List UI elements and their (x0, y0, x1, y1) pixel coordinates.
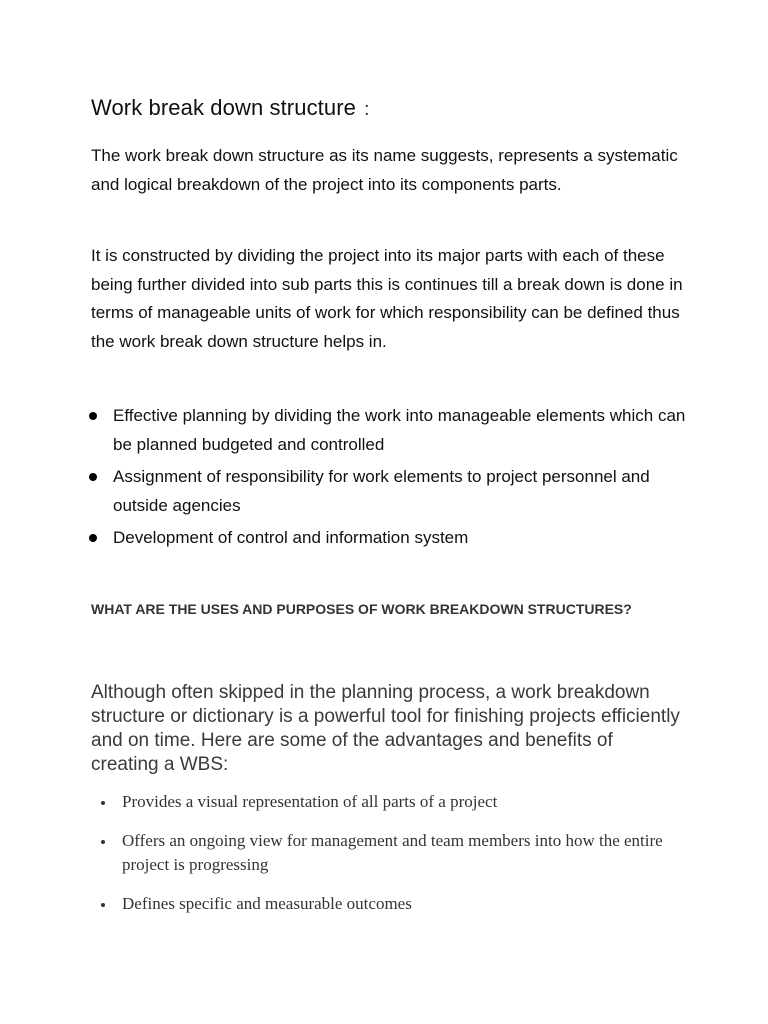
construction-paragraph: It is constructed by dividing the project into its major parts with each of these being further divided into sub parts this is continues till a break down is done in terms of manageable units of work for which responsibility can be defined thus the work break down structure helps in. (91, 246, 683, 351)
page-title (91, 95, 369, 121)
list-item-text: Defines specific and measurable outcomes (122, 894, 412, 913)
page-title-text: Work break down structure (91, 95, 356, 120)
list-item (100, 892, 700, 916)
benefits-list (100, 790, 700, 931)
list-item-text: Development of control and information system (113, 528, 469, 547)
bullet-icon (89, 473, 97, 481)
uses-heading: WHAT ARE THE USES AND PURPOSES OF WORK BREAKDOWN STRUCTURES? (91, 601, 632, 617)
list-item-text: Offers an ongoing view for management and team members into how the entire project is progressing (122, 831, 663, 874)
bullet-icon (101, 801, 105, 805)
list-item-text: Effective planning by dividing the work into manageable elements which can be planned budgeted and controlled (113, 406, 686, 454)
bullet-icon (89, 534, 97, 542)
list-item (100, 829, 700, 877)
bullet-icon (101, 840, 105, 844)
help-list (87, 402, 707, 557)
list-item (87, 524, 707, 553)
list-item (87, 463, 707, 520)
list-item-text: Assignment of responsibility for work elements to project personnel and outside agencies (113, 467, 650, 515)
bullet-icon (89, 412, 97, 420)
list-item-text: Provides a visual representation of all parts of a project (122, 792, 498, 811)
list-item (87, 402, 707, 459)
bullet-icon (101, 903, 105, 907)
intro-paragraph: The work break down structure as its name suggests, represents a systematic and logical breakdown of the project into its components parts. (91, 146, 678, 194)
list-item (100, 790, 700, 814)
uses-intro-paragraph: Although often skipped in the planning process, a work breakdown structure or dictionary is a powerful tool for finishing projects efficiently and on time. Here are some of the advantages and benefits of creating a WBS: (91, 682, 680, 775)
page-title-colon: : (364, 99, 370, 119)
